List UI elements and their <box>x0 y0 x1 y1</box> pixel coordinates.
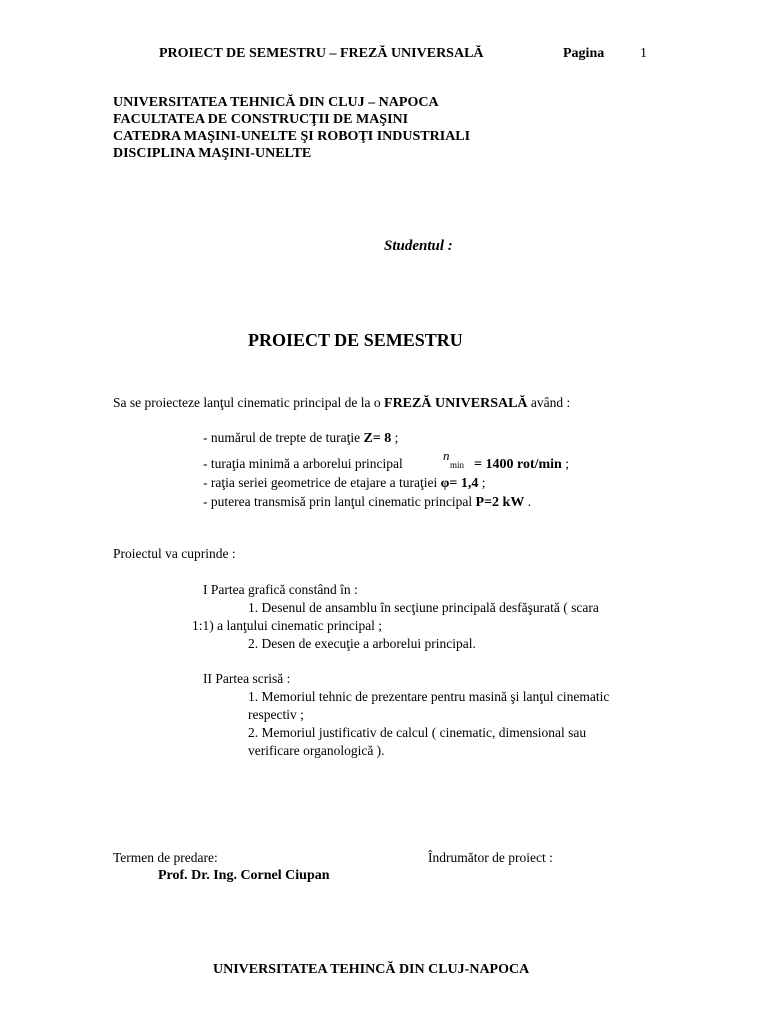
faculty-name: FACULTATEA DE CONSTRUCŢII DE MAŞINI <box>113 112 409 127</box>
requirement-value: φ= 1,4 <box>440 476 479 491</box>
requirement-text: - turaţia minimă a arborelui principal <box>203 456 403 471</box>
part1-title: I Partea grafică constând în : <box>203 582 358 597</box>
requirement-text: - numărul de trepte de turaţie <box>203 430 364 445</box>
part2-item1-line2: respectiv ; <box>248 707 304 722</box>
department-name: CATEDRA MAŞINI-UNELTE ŞI ROBOŢI INDUSTRIALI <box>113 129 471 144</box>
student-label: Studentul : <box>384 238 453 254</box>
bottom-university-name: UNIVERSITATEA TEHINCĂ DIN CLUJ-NAPOCA <box>213 962 530 977</box>
part2-title: II Partea scrisă : <box>203 671 291 686</box>
requirement-min-speed <box>203 456 403 472</box>
supervisor-label: Îndrumător de proiect : <box>428 850 553 865</box>
page-header-title: PROIECT DE SEMESTRU – FREZĂ UNIVERSALĂ <box>159 46 484 61</box>
page-number: 1 <box>640 46 647 61</box>
n-min-subscript: min <box>450 460 465 470</box>
requirement-value: = 1400 rot/min <box>474 457 562 472</box>
requirement-value: P=2 kW <box>475 495 525 510</box>
content-intro: Proiectul va cuprinde : <box>113 546 236 561</box>
machine-name: FREZĂ UNIVERSALĂ <box>384 396 528 411</box>
intro-sentence <box>113 395 570 412</box>
supervisor-name: Prof. Dr. Ing. Cornel Ciupan <box>158 868 330 883</box>
document-title: PROIECT DE SEMESTRU <box>248 330 463 350</box>
requirement-power <box>203 494 531 511</box>
requirement-text: - raţia seriei geometrice de etajare a turaţiei <box>203 475 441 490</box>
part2-item2-line1: 2. Memoriul justificativ de calcul ( cinematic, dimensional sau <box>248 725 587 740</box>
requirement-min-speed-value <box>474 456 569 473</box>
discipline-name: DISCIPLINA MAŞINI-UNELTE <box>113 146 312 161</box>
intro-text: Sa se proiecteze lanţul cinematic principal de la o <box>113 395 385 410</box>
requirement-steps <box>203 430 398 447</box>
requirement-tail: ; <box>391 430 399 445</box>
part1-item1-line2: 1:1) a lanţului cinematic principal ; <box>192 618 383 633</box>
requirement-tail: ; <box>478 475 486 490</box>
part1-item1-line1: 1. Desenul de ansamblu în secţiune principală desfăşurată ( scara <box>248 600 599 615</box>
part1-item2: 2. Desen de execuţie a arborelui principal. <box>248 636 476 651</box>
requirement-tail: . <box>524 494 532 509</box>
requirement-value: Z= 8 <box>363 431 392 446</box>
requirement-tail: ; <box>561 456 569 471</box>
requirement-text: - puterea transmisă prin lanţul cinematic principal <box>203 494 476 509</box>
deadline-label: Termen de predare: <box>113 850 218 865</box>
part2-item1-line1: 1. Memoriul tehnic de prezentare pentru masină şi lanţul cinematic <box>248 689 610 704</box>
page-label: Pagina <box>563 46 605 61</box>
n-symbol: n <box>443 448 450 463</box>
university-name: UNIVERSITATEA TEHNICĂ DIN CLUJ – NAPOCA <box>113 95 439 110</box>
part2-item2-line2: verificare organologică ). <box>248 743 385 758</box>
n-min-symbol <box>443 447 450 465</box>
intro-tail: având : <box>527 395 571 410</box>
requirement-ratio <box>203 475 485 492</box>
